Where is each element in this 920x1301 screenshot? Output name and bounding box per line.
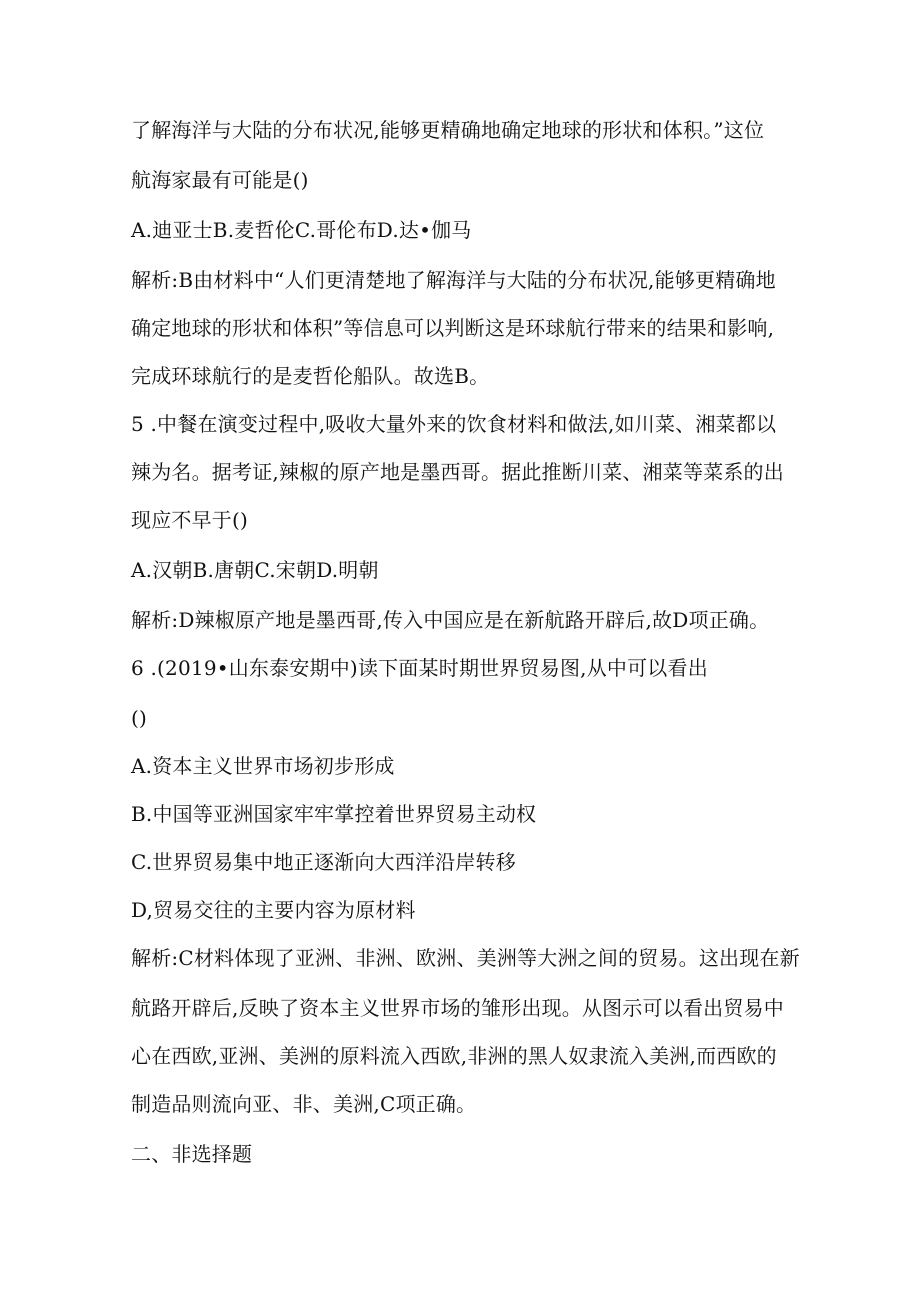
- text-line: A.迪亚士B.麦哲伦C.哥伦布D.达•伽马: [131, 218, 472, 242]
- text-line: D,贸易交往的主要内容为原材料: [131, 898, 416, 922]
- section-heading: 二、非选择题: [131, 1142, 253, 1166]
- text-line: 心在西欧,亚洲、美洲的原料流入西欧,非洲的黑人奴隶流入美洲,而西欧的: [131, 1044, 777, 1068]
- text-line: A.汉朝B.唐朝C.宋朝D.明朝: [131, 558, 379, 582]
- text-line: A.资本主义世界市场初步形成: [131, 754, 395, 778]
- text-line: 制造品则流向亚、非、美洲,C项正确。: [131, 1092, 477, 1116]
- text-line: 解析:D辣椒原产地是墨西哥,传入中国应是在新航路开辟后,故D项正确。: [131, 608, 770, 632]
- text-line: B.中国等亚洲国家牢牢掌控着世界贸易主动权: [131, 802, 537, 826]
- text-line: 现应不早于(): [131, 508, 249, 532]
- text-line: 完成环球航行的是麦哲伦船队。故选B。: [131, 364, 490, 388]
- text-line: C.世界贸易集中地正逐渐向大西洋沿岸转移: [131, 850, 516, 874]
- text-line: 解析:C材料体现了亚洲、非洲、欧洲、美洲等大洲之间的贸易。这出现在新: [131, 946, 800, 970]
- text-line: 了解海洋与大陆的分布状况,能够更精确地确定地球的形状和体积。”这位: [131, 118, 765, 142]
- text-line: 6 .(2019•山东泰安期中)读下面某时期世界贸易图,从中可以看出: [131, 656, 708, 680]
- text-line: (): [131, 706, 148, 730]
- text-line: 确定地球的形状和体积”等信息可以判断这是环球航行带来的结果和影响,: [131, 316, 775, 340]
- text-line: 解析:B由材料中“人们更清楚地了解海洋与大陆的分布状况,能够更精确地: [131, 268, 776, 292]
- text-line: 5 .中餐在演变过程中,吸收大量外来的饮食材料和做法,如川菜、湘菜都以: [131, 412, 777, 436]
- text-line: 航路开辟后,反映了资本主义世界市场的雏形出现。从图示可以看出贸易中: [131, 996, 784, 1020]
- text-line: 航海家最有可能是(): [131, 168, 309, 192]
- text-line: 辣为名。据考证,辣椒的原产地是墨西哥。据此推断川菜、湘菜等菜系的出: [131, 460, 784, 484]
